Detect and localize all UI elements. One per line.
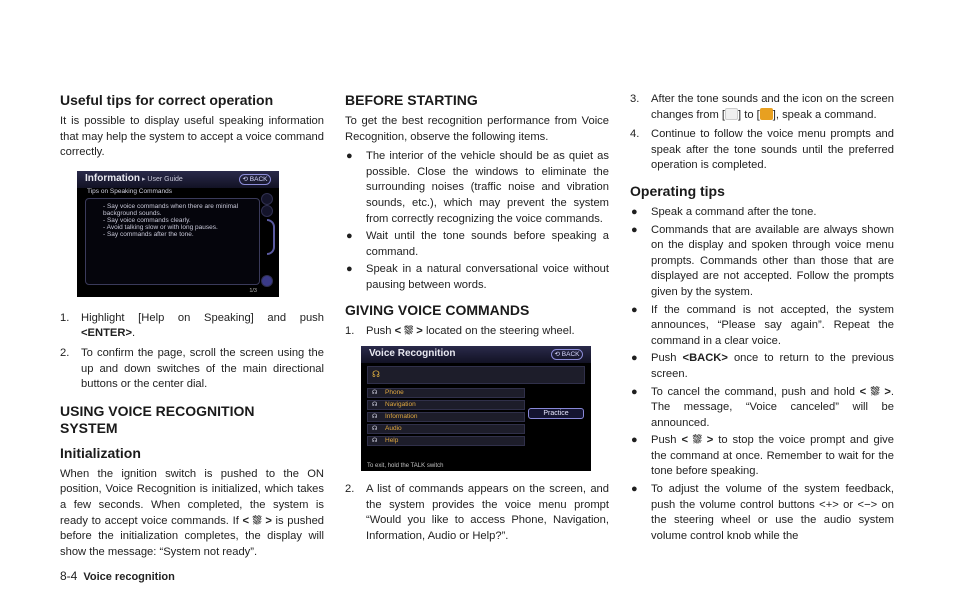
list-item: 2. A list of commands appears on the screen, and the system provides the voice menu prompt “Would you like to access Phone, Navigation, Information, Audio or Help?”. <box>345 483 609 542</box>
section-name: Voice recognition <box>83 571 175 583</box>
list-item: 4. Continue to follow the voice menu prompts and speak after the tone sounds until the preferred operation is completed. <box>630 128 894 172</box>
screen-knob-icon <box>261 193 273 205</box>
list-item: ● To cancel the command, push and hold < ⛆ >. The message, “Voice canceled” will be announced. <box>631 385 894 429</box>
screen-knob-icon <box>261 205 273 217</box>
heading-operating-tips: Operating tips <box>630 182 725 199</box>
voice-command-item: ☊ Audio <box>367 424 525 434</box>
voice-command-item: ☊ Phone <box>367 388 525 398</box>
paragraph-tips: It is possible to display useful speaking information that may help the system to accept a voice command correctly. <box>60 115 324 159</box>
list-item: ● Speak in a natural conversational voice without pausing between words. <box>346 263 609 291</box>
screen-footer-hint: To exit, hold the TALK switch <box>367 463 444 470</box>
heading-giving-voice-commands: GIVING VOICE COMMANDS <box>345 301 530 318</box>
screen-text-line: - Say voice commands when there are minimal <box>103 202 239 210</box>
scroll-arc-icon <box>267 219 275 255</box>
list-item: 1. Highlight [Help on Speaking] and push <ENTER>. <box>60 311 324 340</box>
voice-command-item: ☊ Help <box>367 436 525 446</box>
list-item: ● Push < ⛆ > to stop the voice prompt and give the command at once. Remember to wait for the tone before speaking. <box>631 434 895 478</box>
list-item: ● If the command is not accepted, the system announces, “Please say again”. Repeat the command in a clear voice. <box>631 303 894 347</box>
screen-text-line: background sounds. <box>103 209 162 217</box>
voice-command-list <box>367 388 525 456</box>
list-item: ● Wait until the tone sounds before speaking a command. <box>346 230 609 258</box>
talk-icon: ☊ <box>372 369 380 380</box>
page-number: 8-4 <box>60 569 78 583</box>
list-item: 2. To confirm the page, scroll the screen using the up and down switches of the main directional buttons or the center dial. <box>60 346 324 391</box>
steps-list-col1 <box>60 311 324 393</box>
screen-page-indicator: 1/3 <box>249 287 257 294</box>
screen-back-button: ⟲ BACK <box>239 174 271 185</box>
list-item: ● The interior of the vehicle should be as quiet as possible. Close the windows to eliminate the surrounding noises (traffic noise and vibration sounds, etc.), which may prevent the system from correctly recognizing the voice commands. <box>346 150 609 225</box>
screen-status-field <box>367 366 585 384</box>
screen-text-line: - Say voice commands clearly. <box>103 216 191 224</box>
screenshot-voice-recognition <box>361 346 591 471</box>
screen-scroll-icon <box>261 275 273 287</box>
mic-idle-icon <box>725 108 738 120</box>
screen-text-line: - Avoid talking slow or with long pauses. <box>103 223 218 231</box>
column-left <box>60 92 324 560</box>
voice-command-item: ☊ Navigation <box>367 400 525 410</box>
heading-using-voice-recognition: USING VOICE RECOGNITION SYSTEM <box>60 402 255 436</box>
paragraph-before-starting: To get the best recognition performance from Voice Recognition, observe the following items. <box>345 115 609 143</box>
list-item: ● Commands that are available are always shown on the display and spoken through voice menu prompts. Commands other than those that are displayed are not accepted. Follow the prompts given by the system. <box>631 223 894 298</box>
screen-title: Voice Recognition <box>369 348 456 360</box>
heading-useful-tips: Useful tips for correct operation <box>60 92 274 108</box>
list-item: 1. Push < ⛆ > located on the steering wheel. <box>345 324 575 337</box>
bullet-list-before <box>345 149 609 293</box>
practice-button: Practice <box>528 408 584 419</box>
list-item: 3. After the tone sounds and the icon on the screen changes from [ ] to [ ], speak a command. <box>630 93 894 121</box>
paragraph-initialization: When the ignition switch is pushed to the ON position, Voice Recognition is initialized, which takes a few seconds. When completed, the system is ready to accept voice commands. If < ⛆ > is pushed before the initialization completes, the display will show the message: “System not ready”. <box>60 467 325 558</box>
screen-back-button: ⟲ BACK <box>551 349 583 360</box>
steps-list-col2-a <box>345 324 609 340</box>
screen-title: Information ▸ User Guide <box>85 172 183 184</box>
screen-title-bar <box>361 346 591 363</box>
mic-active-icon <box>760 108 773 120</box>
voice-command-item: ☊ Information <box>367 412 525 422</box>
page-footer <box>60 569 175 583</box>
steps-list-col2-b <box>345 482 609 544</box>
screen-text-line: - Say commands after the tone. <box>103 230 194 238</box>
heading-initialization: Initialization <box>60 444 141 461</box>
column-middle <box>345 92 609 549</box>
list-item: ● Speak a command after the tone. <box>631 205 817 218</box>
list-item: ● Push <BACK> once to return to the previous screen. <box>631 352 895 380</box>
list-item: ● To adjust the volume of the system feedback, push the volume control buttons <+> or <−> on the steering wheel or use the audio system volume control knob while the <box>631 483 894 542</box>
bullet-list-operating <box>630 205 894 544</box>
column-right <box>630 92 894 546</box>
heading-before-starting: BEFORE STARTING <box>345 92 478 108</box>
screen-title-bar <box>77 171 279 188</box>
screenshot-info-user-guide <box>77 171 279 297</box>
steps-list-col3 <box>630 92 894 174</box>
screen-tab-header: Tips on Speaking Commands <box>87 187 173 195</box>
